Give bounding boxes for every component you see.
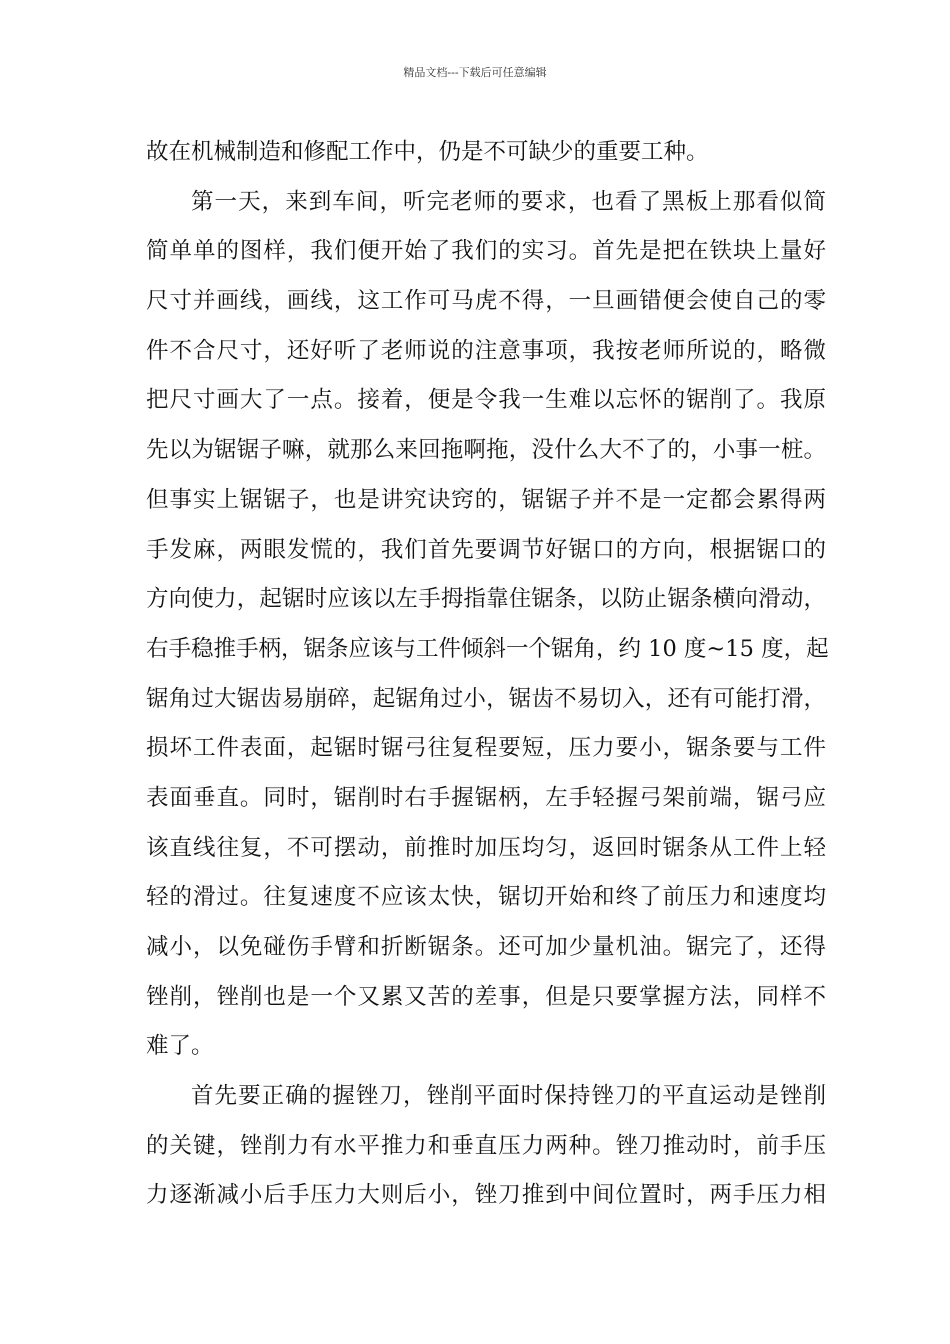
text-line: 锯角过大锯齿易崩碎，起锯角过小，锯齿不易切入，还有可能打滑， (146, 685, 826, 712)
text-line: 损坏工件表面，起锯时锯弓往复程要短，压力要小，锯条要与工件 (146, 735, 826, 762)
text-line: 件不合尺寸，还好听了老师说的注意事项，我按老师所说的，略微 (146, 337, 826, 364)
text-line: 先以为锯锯子嘛，就那么来回拖啊拖，没什么大不了的，小事一桩。 (146, 437, 826, 464)
text-line: 简单单的图样，我们便开始了我们的实习。首先是把在铁块上量好 (146, 238, 826, 265)
text-line: 该直线往复，不可摆动，前推时加压均匀，返回时锯条从工件上轻 (146, 834, 826, 861)
text-line: 锉削，锉削也是一个又累又苦的差事，但是只要掌握方法，同样不 (146, 983, 826, 1010)
text-line: 右手稳推手柄，锯条应该与工件倾斜一个锯角，约 10 度~15 度，起 (146, 635, 829, 662)
text-line: 手发麻，两眼发慌的，我们首先要调节好锯口的方向，根据锯口的 (146, 536, 826, 563)
paragraph-first-line: 首先要正确的握锉刀，锉削平面时保持锉刀的平直运动是锉削 (191, 1083, 826, 1110)
text-line: 把尺寸画大了一点。接着，便是令我一生难以忘怀的锯削了。我原 (146, 387, 826, 414)
paragraph-last-line: 难了。 (146, 1033, 214, 1060)
text-line: 方向使力，起锯时应该以左手拇指靠住锯条，以防止锯条横向滑动， (146, 586, 826, 613)
text-line: 故在机械制造和修配工作中，仍是不可缺少的重要工种。 (146, 139, 709, 165)
page-header: 精品文档---下载后可任意编辑 (403, 66, 547, 79)
text-line: 表面垂直。同时，锯削时右手握锯柄，左手轻握弓架前端，锯弓应 (146, 784, 826, 811)
text-line: 的关键，锉削力有水平推力和垂直压力两种。锉刀推动时，前手压 (146, 1132, 826, 1159)
document-body (146, 128, 829, 1221)
paragraph-first-line: 第一天，来到车间，听完老师的要求，也看了黑板上那看似简 (191, 188, 826, 215)
text-line: 力逐渐减小后手压力大则后小，锉刀推到中间位置时，两手压力相 (146, 1182, 826, 1209)
text-line: 减小，以免碰伤手臂和折断锯条。还可加少量机油。锯完了，还得 (146, 934, 826, 960)
text-line: 轻的滑过。往复速度不应该太快，锯切开始和终了前压力和速度均 (146, 884, 826, 911)
text-line: 但事实上锯锯子，也是讲究诀窍的，锯锯子并不是一定都会累得两 (146, 486, 826, 513)
text-line: 尺寸并画线，画线，这工作可马虎不得，一旦画错便会使自己的零 (146, 288, 826, 315)
